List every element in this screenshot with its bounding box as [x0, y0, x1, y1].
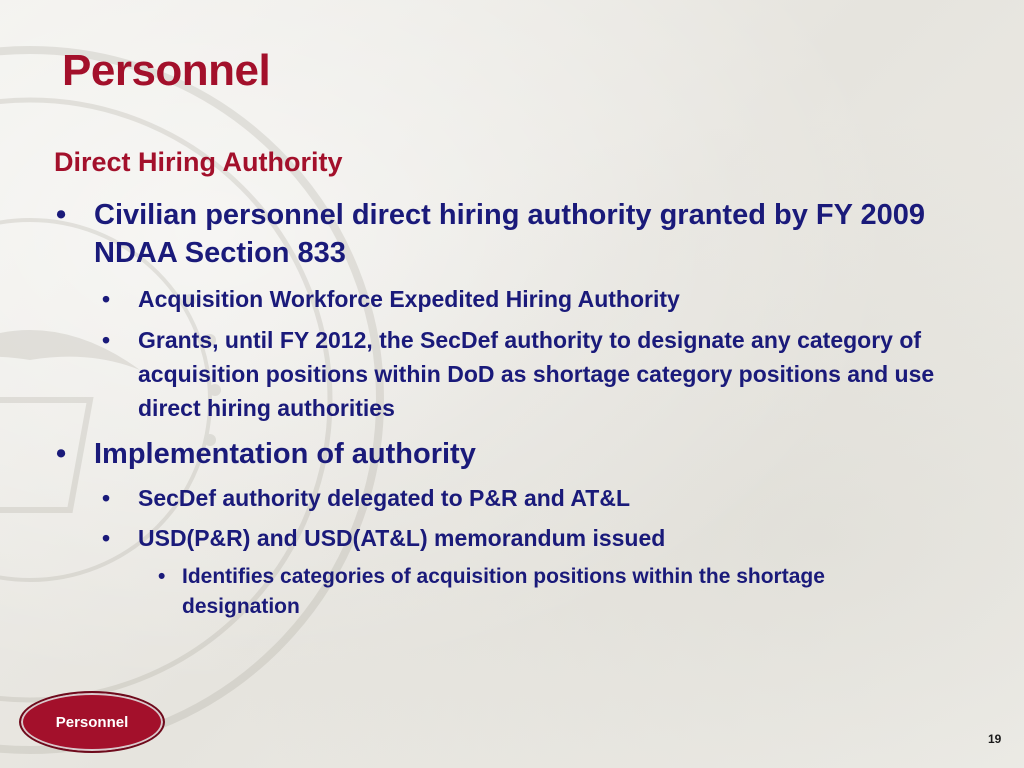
bullet-text: Identifies categories of acquisition positions within the shortage designation	[182, 565, 825, 618]
subheading: Direct Hiring Authority	[54, 147, 343, 177]
bullet-item	[102, 282, 962, 316]
bullet-marker: •	[158, 565, 166, 588]
bullet-item	[102, 481, 962, 515]
bullet-item	[56, 435, 956, 473]
bullet-marker: •	[56, 438, 67, 470]
bullet-item	[102, 521, 962, 555]
bullet-marker: •	[102, 327, 111, 353]
bullet-item	[56, 196, 956, 272]
page-title: Personnel	[62, 46, 271, 95]
section-badge-label: Personnel	[55, 713, 129, 731]
bullet-item	[102, 323, 962, 425]
bullet-marker: •	[102, 485, 111, 511]
bullet-marker: •	[56, 199, 67, 231]
bullet-text: Civilian personnel direct hiring authority granted by FY 2009 NDAA Section 833	[94, 199, 925, 269]
bullet-marker: •	[102, 525, 111, 551]
section-badge	[19, 691, 165, 753]
page-number: 19	[988, 732, 1002, 746]
bullet-text: Implementation of authority	[94, 438, 476, 470]
bullet-item	[158, 562, 878, 622]
bullet-text: Acquisition Workforce Expedited Hiring Authority	[138, 286, 680, 312]
bullet-marker: •	[102, 286, 111, 312]
bullet-text: SecDef authority delegated to P&R and AT&L	[138, 485, 630, 511]
bullet-text: USD(P&R) and USD(AT&L) memorandum issued	[138, 525, 666, 551]
bullet-text: Grants, until FY 2012, the SecDef authority to designate any category of acquisition positions within DoD as shortage category positions and use direct hiring authorities	[138, 327, 935, 421]
